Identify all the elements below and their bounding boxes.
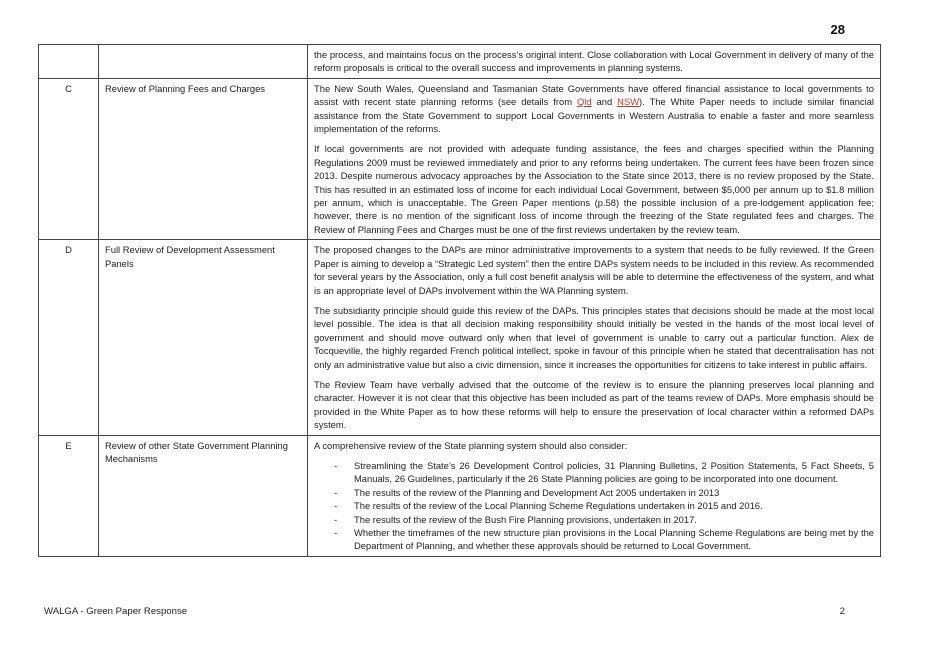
row-id: C [39,78,99,239]
row-title: Review of Planning Fees and Charges [99,78,308,239]
row-body [308,435,881,556]
paragraph: The Review Team have verbally advised that the outcome of the review is to ensure the planning preserves local planning and character. However it is not clear that this objective has been included as part of the teams review of DAPs. More emphasis should be provided in the White Paper as to how these reforms will help to ensure the preservation of local character within a reformed DAPs system. [314,378,874,431]
row-id: D [39,240,99,435]
bullet-list [314,459,874,553]
row-title: Review of other State Government Planning Mechanisms [99,435,308,556]
footer-title: WALGA - Green Paper Response [44,606,188,617]
paragraph: A comprehensive review of the State planning system should also consider: [314,439,628,451]
qld-link[interactable]: Qld [577,96,592,108]
list-item: - Streamlining the State’s 26 Development Control policies, 31 Planning Bulletins, 2 Position Statements, 5 Fact Sheets, 5 Manuals, 26 Guidelines, particularly if the 26 State Planning policies are going to be incorporated into one document. [334,459,874,486]
table-row [39,78,881,239]
paragraph: If local governments are not provided with adequate funding assistance, the fees and charges specified within the Planning Regulations 2009 must be reviewed immediately and prior to any reforms being undertaken. The current fees have been frozen since 2013. Despite numerous advocacy approaches by the Association to the State since 2013, there is no review proposed by the State. This has resulted in an estimated loss of income for each individual Local Government, between $5,000 per annum up to $1.8 million per annum, which is unacceptable. The Green Paper mentions (p.58) the possible inclusion of a pre-lodgement application fee; however, there is no mention of the significant loss of income through the freezing of the State regulated fees and charges. The Review of Planning Fees and Charges must be one of the first reviews undertaken by the review team. [314,143,874,235]
review-table [38,44,881,557]
paragraph-text: The New South Wales, Queensland and Tasmanian State Governments have offered financial assistance to local governments to assist with recent state planning reforms (see details from [314,82,874,108]
list-item: - The results of the review of the Local Planning Scheme Regulations undertaken in 2015 and 2016. [334,499,874,512]
paragraph: The subsidiarity principle should guide this review of the DAPs. This principles states that decisions should be made at the most local level possible. The idea is that all decision making responsibility should initially be vested in the hands of the most local level of government and should move outward only when that level of government is unable to carry out a particular function. Alex de Tocqueville, the highly regarded French political intellect, spoke in favour of this principle when he stated that decentralisation has not only an administrative value but also a civic dimension, since it increases the opportunities for citizens to take interest in public affairs. [314,304,874,370]
list-item: - The results of the review of the Planning and Development Act 2005 undertaken in 2013 [334,486,874,499]
paragraph: The proposed changes to the DAPs are minor administrative improvements to a system that needs to be fully reviewed. If the Green Paper is aiming to develop a “Strategic Led system” then the entire DAPs system needs to be included in this review. As recommended for several years by the Association, only a full cost benefit analysis will be able to determine the effectiveness of the system, and what is an appropriate level of DAPs involvement within the WA Planning system. [314,244,874,296]
table-row [39,240,881,435]
footer-page-number: 2 [839,606,845,617]
row-id: E [39,435,99,556]
table-row [39,45,881,79]
row-title: Full Review of Development Assessment Panels [99,240,308,435]
row-id [39,45,99,79]
table-row [39,435,881,556]
list-item: - The results of the review of the Bush Fire Planning provisions, undertaken in 2017. [334,513,874,526]
row-body [308,240,881,435]
list-item: - Whether the timeframes of the new structure plan provisions in the Local Planning Scheme Regulations are being met by the Department of Planning, and whether these approvals should be returned to Local Government. [334,526,874,553]
row-body [308,45,881,79]
page-number: 28 [830,22,845,37]
paragraph-text: ). The White Paper needs to include similar financial assistance from the State Government to support Local Governments in Western Australia to enable a faster and more seamless implementation of the reforms. [314,96,874,135]
paragraph [314,82,874,136]
nsw-link[interactable]: NSW [617,96,640,108]
row-title [99,45,308,79]
row-body [308,78,881,239]
paragraph: the process, and maintains focus on the process’s original intent. Close collaboration with Local Government in delivery of many of the reform proposals is critical to the overall success and improvements in planning systems. [314,49,874,74]
paragraph-text: and [591,96,618,108]
